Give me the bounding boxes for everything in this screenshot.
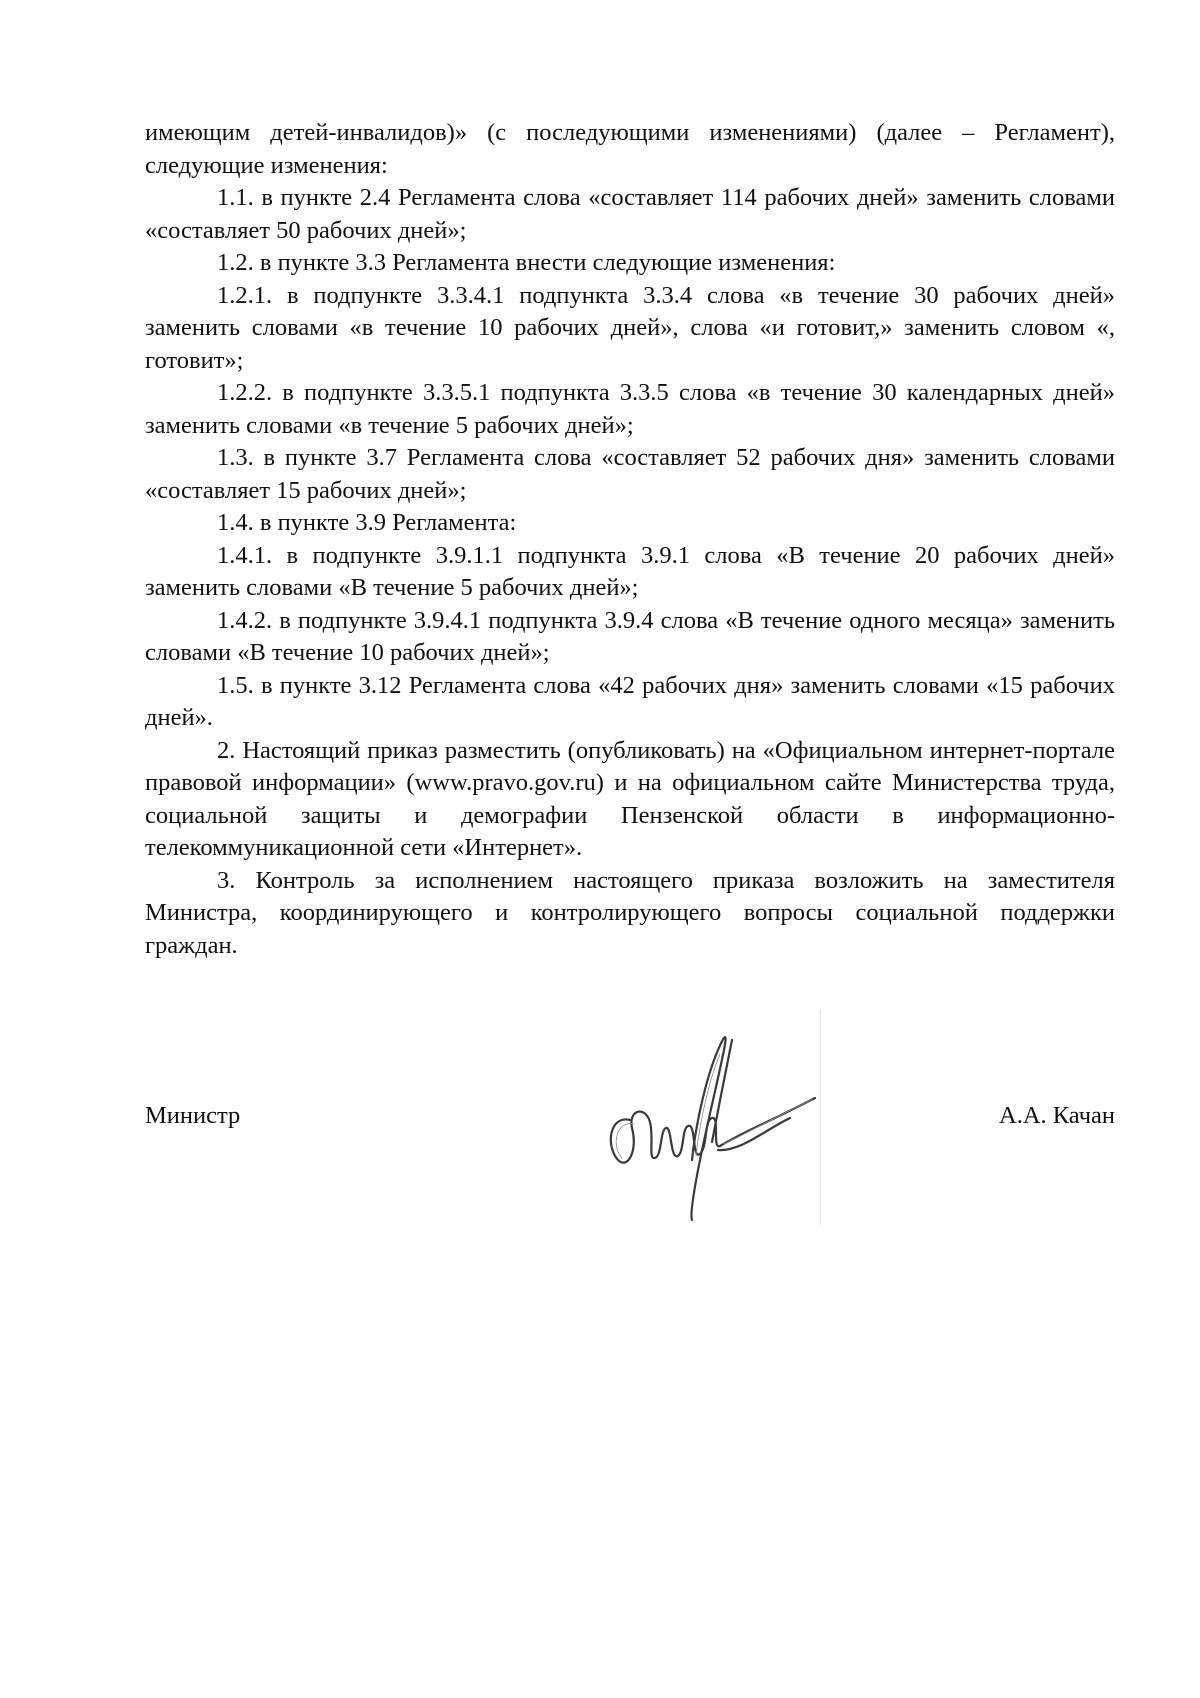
paragraph-1-4-2: 1.4.2. в подпункте 3.9.4.1 подпункта 3.9.4 слова «В течение одного месяца» заменить словами «В течение 10 рабочих дней»; [145, 606, 1115, 666]
paragraph-2: 2. Настоящий приказ разместить (опубликовать) на «Официальном интернет-портале правовой информации» (www.pravo.gov.ru) и на официальном сайте Министерства труда, социальной защиты и демографии Пензенской области в информационно-телекоммуникационной сети «Интернет». [145, 736, 1115, 861]
signatory-title: Министр [145, 1102, 241, 1129]
paragraph-1-1: 1.1. в пункте 2.4 Регламента слова «составляет 114 рабочих дней» заменить словами «составляет 50 рабочих дней»; [145, 184, 1115, 244]
paragraph-3: 3. Контроль за исполнением настоящего приказа возложить на заместителя Министра, координирующего и контролирующего вопросы социальной поддержки граждан. [145, 866, 1115, 959]
signature-block [145, 1100, 1115, 1140]
paragraph-1-3: 1.3. в пункте 3.7 Регламента слова «составляет 52 рабочих дня» заменить словами «составляет 15 рабочих дней»; [145, 444, 1115, 504]
signatory-name: А.А. Качан [999, 1102, 1115, 1129]
paragraph-intro: имеющим детей-инвалидов)» (с последующими изменениями) (далее – Регламент), следующие изменения: [145, 119, 1115, 179]
paragraph-1-4-1: 1.4.1. в подпункте 3.9.1.1 подпункта 3.9.1 слова «В течение 20 рабочих дней» заменить словами «В течение 5 рабочих дней»; [145, 541, 1115, 601]
paragraph-1-4: 1.4. в пункте 3.9 Регламента: [217, 509, 517, 536]
document-body [145, 117, 1115, 962]
paragraph-1-5: 1.5. в пункте 3.12 Регламента слова «42 рабочих дня» заменить словами «15 рабочих дней». [145, 671, 1115, 731]
paragraph-1-2-1: 1.2.1. в подпункте 3.3.4.1 подпункта 3.3.4 слова «в течение 30 рабочих дней» заменить словами «в течение 10 рабочих дней», слова «и готовит,» заменить словом «, готовит»; [145, 281, 1115, 374]
paragraph-1-2-2: 1.2.2. в подпункте 3.3.5.1 подпункта 3.3.5 слова «в течение 30 календарных дней» заменить словами «в течение 5 рабочих дней»; [145, 379, 1115, 439]
paragraph-1-2: 1.2. в пункте 3.3 Регламента внести следующие изменения: [217, 249, 836, 276]
